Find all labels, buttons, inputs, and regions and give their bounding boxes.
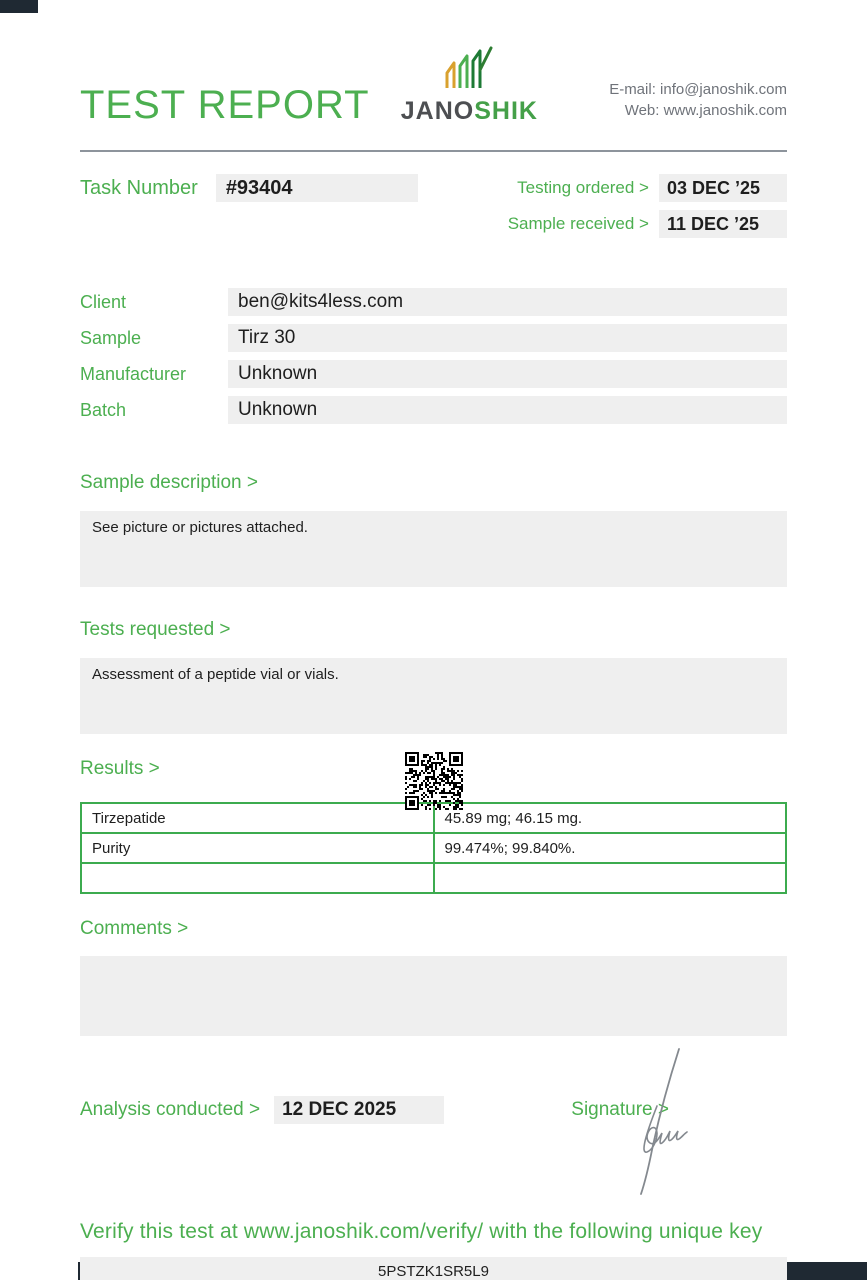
analysis-signature-row — [80, 1096, 787, 1124]
result-name — [81, 863, 434, 893]
detail-row-client — [80, 288, 787, 316]
sample-label: Sample — [80, 328, 142, 348]
table-row — [81, 833, 786, 863]
comments-box — [80, 956, 787, 1036]
comments-heading: Comments > — [80, 918, 189, 939]
report-header — [80, 0, 787, 126]
task-number-label: Task Number — [80, 176, 198, 199]
sample-details — [80, 288, 787, 424]
manufacturer-label: Manufacturer — [80, 364, 187, 384]
batch-label: Batch — [80, 400, 127, 420]
results-section — [80, 758, 787, 894]
client-value: ben@kits4less.com — [228, 288, 787, 316]
janoshik-logo — [401, 46, 538, 126]
results-heading: Results > — [80, 758, 160, 779]
analysis-date: 12 DEC 2025 — [274, 1096, 444, 1124]
result-value: 99.474%; 99.840%. — [434, 833, 787, 863]
detail-row-manufacturer — [80, 360, 787, 388]
sample-received-date: 11 DEC ’25 — [659, 210, 787, 238]
sample-received-label: Sample received > — [507, 214, 649, 233]
task-number-value: #93404 — [216, 174, 418, 202]
result-value — [434, 863, 787, 893]
contact-email: E-mail: info@janoshik.com — [609, 81, 787, 98]
contact-info — [609, 79, 787, 126]
results-table — [80, 802, 787, 894]
manufacturer-value: Unknown — [228, 360, 787, 388]
unique-key: 5PSTZK1SR5L9 — [80, 1257, 787, 1280]
logo-word-green: SHIK — [474, 97, 538, 125]
detail-row-sample — [80, 324, 787, 352]
tests-requested-box: Assessment of a peptide vial or vials. — [80, 658, 787, 734]
logo-word-dark: JANO — [400, 97, 475, 125]
task-section — [80, 174, 787, 238]
contact-web: Web: www.janoshik.com — [624, 102, 787, 119]
result-name: Tirzepatide — [81, 803, 434, 833]
sample-description-heading: Sample description > — [80, 472, 258, 493]
signature-image — [624, 1046, 699, 1201]
qr-code — [405, 752, 463, 810]
chart-bars-icon — [439, 46, 499, 95]
header-divider — [80, 150, 787, 152]
page-title: TEST REPORT — [80, 83, 370, 127]
testing-ordered-label: Testing ordered > — [517, 178, 649, 197]
batch-value: Unknown — [228, 396, 787, 424]
analysis-conducted-label: Analysis conducted > — [80, 1099, 261, 1120]
tests-requested-heading: Tests requested > — [80, 619, 231, 640]
client-label: Client — [80, 292, 127, 312]
result-name: Purity — [81, 833, 434, 863]
signature-label: Signature > — [571, 1099, 669, 1120]
sample-description-box: See picture or pictures attached. — [80, 511, 787, 587]
logo-wordmark — [401, 97, 538, 126]
sample-value: Tirz 30 — [228, 324, 787, 352]
testing-ordered-date: 03 DEC ’25 — [659, 174, 787, 202]
result-value: 45.89 mg; 46.15 mg. — [434, 803, 787, 833]
table-row — [81, 863, 786, 893]
verify-text: Verify this test at www.janoshik.com/verify/ with the following unique key — [80, 1220, 763, 1243]
detail-row-batch — [80, 396, 787, 424]
